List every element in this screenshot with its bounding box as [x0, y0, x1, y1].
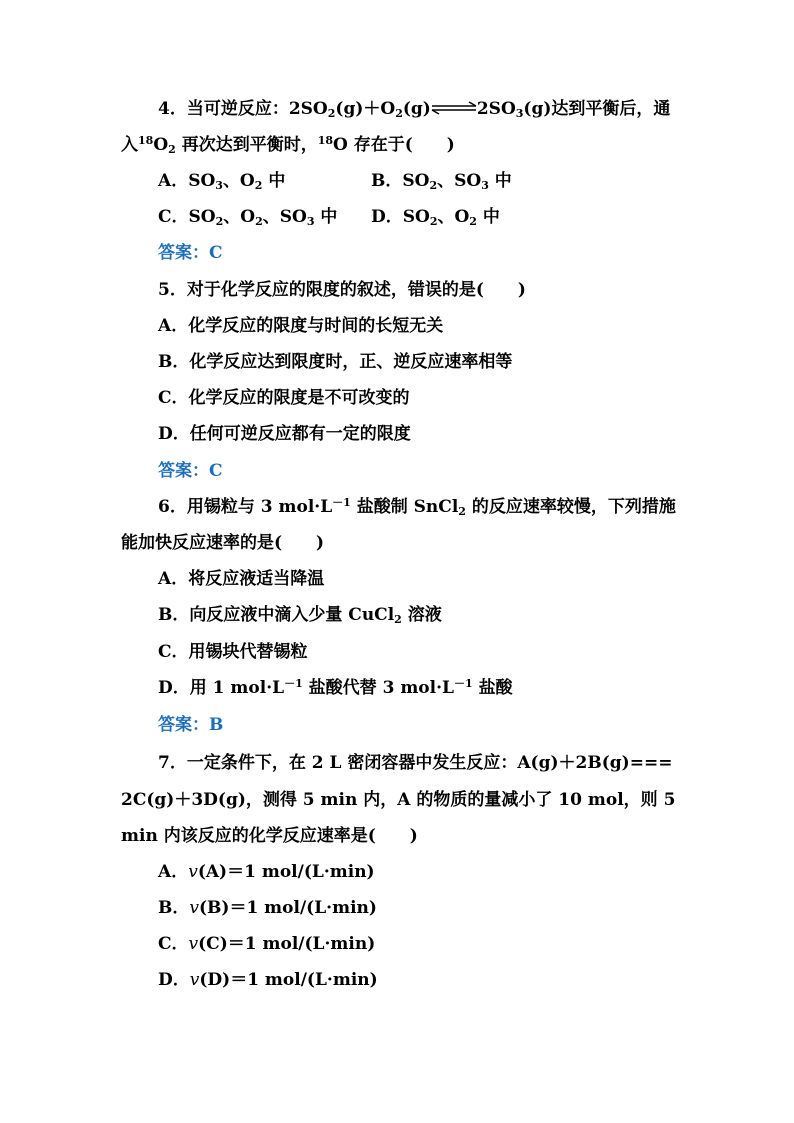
- q4-option-a: [158, 169, 285, 193]
- option-text: (D)＝1 mol/(L·min): [199, 970, 378, 990]
- q5-option-a: A．化学反应的限度与时间的长短无关: [158, 316, 444, 336]
- q4-answer: 答案：C: [158, 243, 223, 263]
- q7-option-b: [158, 896, 377, 920]
- rate-symbol: v: [189, 970, 200, 990]
- subscript: 2: [255, 215, 263, 228]
- option-text: 盐酸代替 3 mol·L: [308, 678, 454, 698]
- q6-option-b: [158, 603, 442, 627]
- option-text: A．: [158, 862, 189, 882]
- option-text: 盐酸: [478, 678, 513, 698]
- q7-option-c: [158, 932, 375, 956]
- q4-text: (g)＋O: [335, 99, 396, 119]
- q4-stem-line2: [121, 133, 455, 157]
- subscript: 3: [515, 107, 524, 120]
- option-text: 中: [320, 207, 338, 227]
- subscript: 2: [458, 505, 466, 518]
- rate-symbol: v: [189, 898, 199, 918]
- option-text: 、O: [222, 171, 255, 191]
- option-text: (C)＝1 mol/(L·min): [198, 934, 376, 954]
- subscript: 2: [429, 215, 438, 228]
- q4-text: O: [153, 135, 169, 155]
- q6-stem-line1: [158, 495, 676, 519]
- q5-stem: 5．对于化学反应的限度的叙述，错误的是( ): [158, 280, 526, 300]
- q4-option-c: [158, 205, 337, 229]
- option-text: D．: [158, 970, 190, 990]
- subscript: 2: [168, 143, 176, 156]
- option-text: 中: [494, 171, 512, 191]
- superscript: －1: [453, 677, 473, 690]
- option-text: 中: [268, 171, 286, 191]
- q7-option-d: [158, 968, 378, 992]
- q7-stem-line2: 2C(g)＋3D(g)，测得 5 min 内，A 的物质的量减小了 10 mol，则 5: [121, 790, 676, 810]
- option-text: 、SO: [262, 207, 307, 227]
- q5-option-d: D．任何可逆反应都有一定的限度: [158, 424, 411, 444]
- option-text: B．向反应液中滴入少量 CuCl: [158, 605, 395, 625]
- option-text: A．SO: [158, 171, 216, 191]
- subscript: 3: [306, 215, 315, 228]
- q6-option-c: C．用锡块代替锡粒: [158, 642, 308, 662]
- q7-option-a: [158, 860, 375, 884]
- q6-stem-line2: 能加快反应速率的是( ): [121, 533, 325, 553]
- rate-symbol: v: [188, 934, 199, 954]
- q4-text: 4．当可逆反应：2SO: [158, 99, 328, 119]
- q6-option-a: A．将反应液适当降温: [158, 569, 325, 589]
- q4-text: (g)达到平衡后，通: [523, 99, 671, 119]
- q5-option-b: B．化学反应达到限度时，正、逆反应速率相等: [158, 352, 513, 372]
- option-text: 、SO: [437, 171, 482, 191]
- q5-answer: 答案：C: [158, 461, 223, 481]
- superscript: －1: [332, 496, 351, 509]
- q6-option-d: [158, 676, 513, 700]
- option-text: 、O: [437, 207, 470, 227]
- option-text: 溶液: [407, 605, 442, 625]
- subscript: 2: [394, 613, 402, 626]
- subscript: 3: [215, 179, 223, 192]
- subscript: 3: [481, 179, 489, 192]
- option-text: C．SO: [158, 207, 216, 227]
- q4-text: 再次达到平衡时，: [181, 135, 318, 155]
- q6-answer: 答案：B: [158, 715, 224, 735]
- option-text: B．: [158, 898, 190, 918]
- q4-option-b: [371, 169, 512, 193]
- q4-text: (g): [402, 99, 431, 119]
- q6-text: 的反应速率较慢，下列措施: [471, 497, 676, 517]
- subscript: 2: [469, 215, 477, 228]
- option-text: 中: [482, 207, 500, 227]
- q6-text: 6．用锡粒与 3 mol·L: [158, 497, 333, 517]
- q4-stem-line1: [158, 97, 670, 121]
- option-text: C．: [158, 934, 189, 954]
- option-text: D．用 1 mol·L: [158, 678, 285, 698]
- subscript: 2: [429, 179, 438, 192]
- subscript: 2: [395, 107, 403, 120]
- q4-text: 2SO: [476, 99, 516, 119]
- subscript: 2: [327, 107, 336, 120]
- superscript: －1: [284, 677, 303, 690]
- equilibrium-arrow-icon: [431, 101, 477, 115]
- q7-stem-line1: 7．一定条件下，在 2 L 密闭容器中发生反应：A(g)＋2B(g)===: [158, 753, 673, 773]
- q6-text: 盐酸制 SnCl: [356, 497, 459, 517]
- option-text: (B)＝1 mol/(L·min): [198, 898, 377, 918]
- q4-text: O 存在于( ): [333, 135, 455, 155]
- subscript: 2: [254, 179, 263, 192]
- q5-option-c: C．化学反应的限度是不可改变的: [158, 388, 410, 408]
- rate-symbol: v: [188, 862, 198, 882]
- option-text: D．SO: [371, 207, 430, 227]
- option-text: B．SO: [371, 171, 430, 191]
- isotope-mark: 18: [317, 134, 334, 147]
- q7-stem-line3: min 内该反应的化学反应速率是( ): [121, 826, 418, 846]
- option-text: 、O: [223, 207, 256, 227]
- isotope-mark: 18: [138, 134, 154, 147]
- subscript: 2: [215, 215, 224, 228]
- option-text: (A)＝1 mol/(L·min): [197, 862, 375, 882]
- q4-text: 入: [121, 135, 138, 155]
- q4-option-d: [371, 205, 500, 229]
